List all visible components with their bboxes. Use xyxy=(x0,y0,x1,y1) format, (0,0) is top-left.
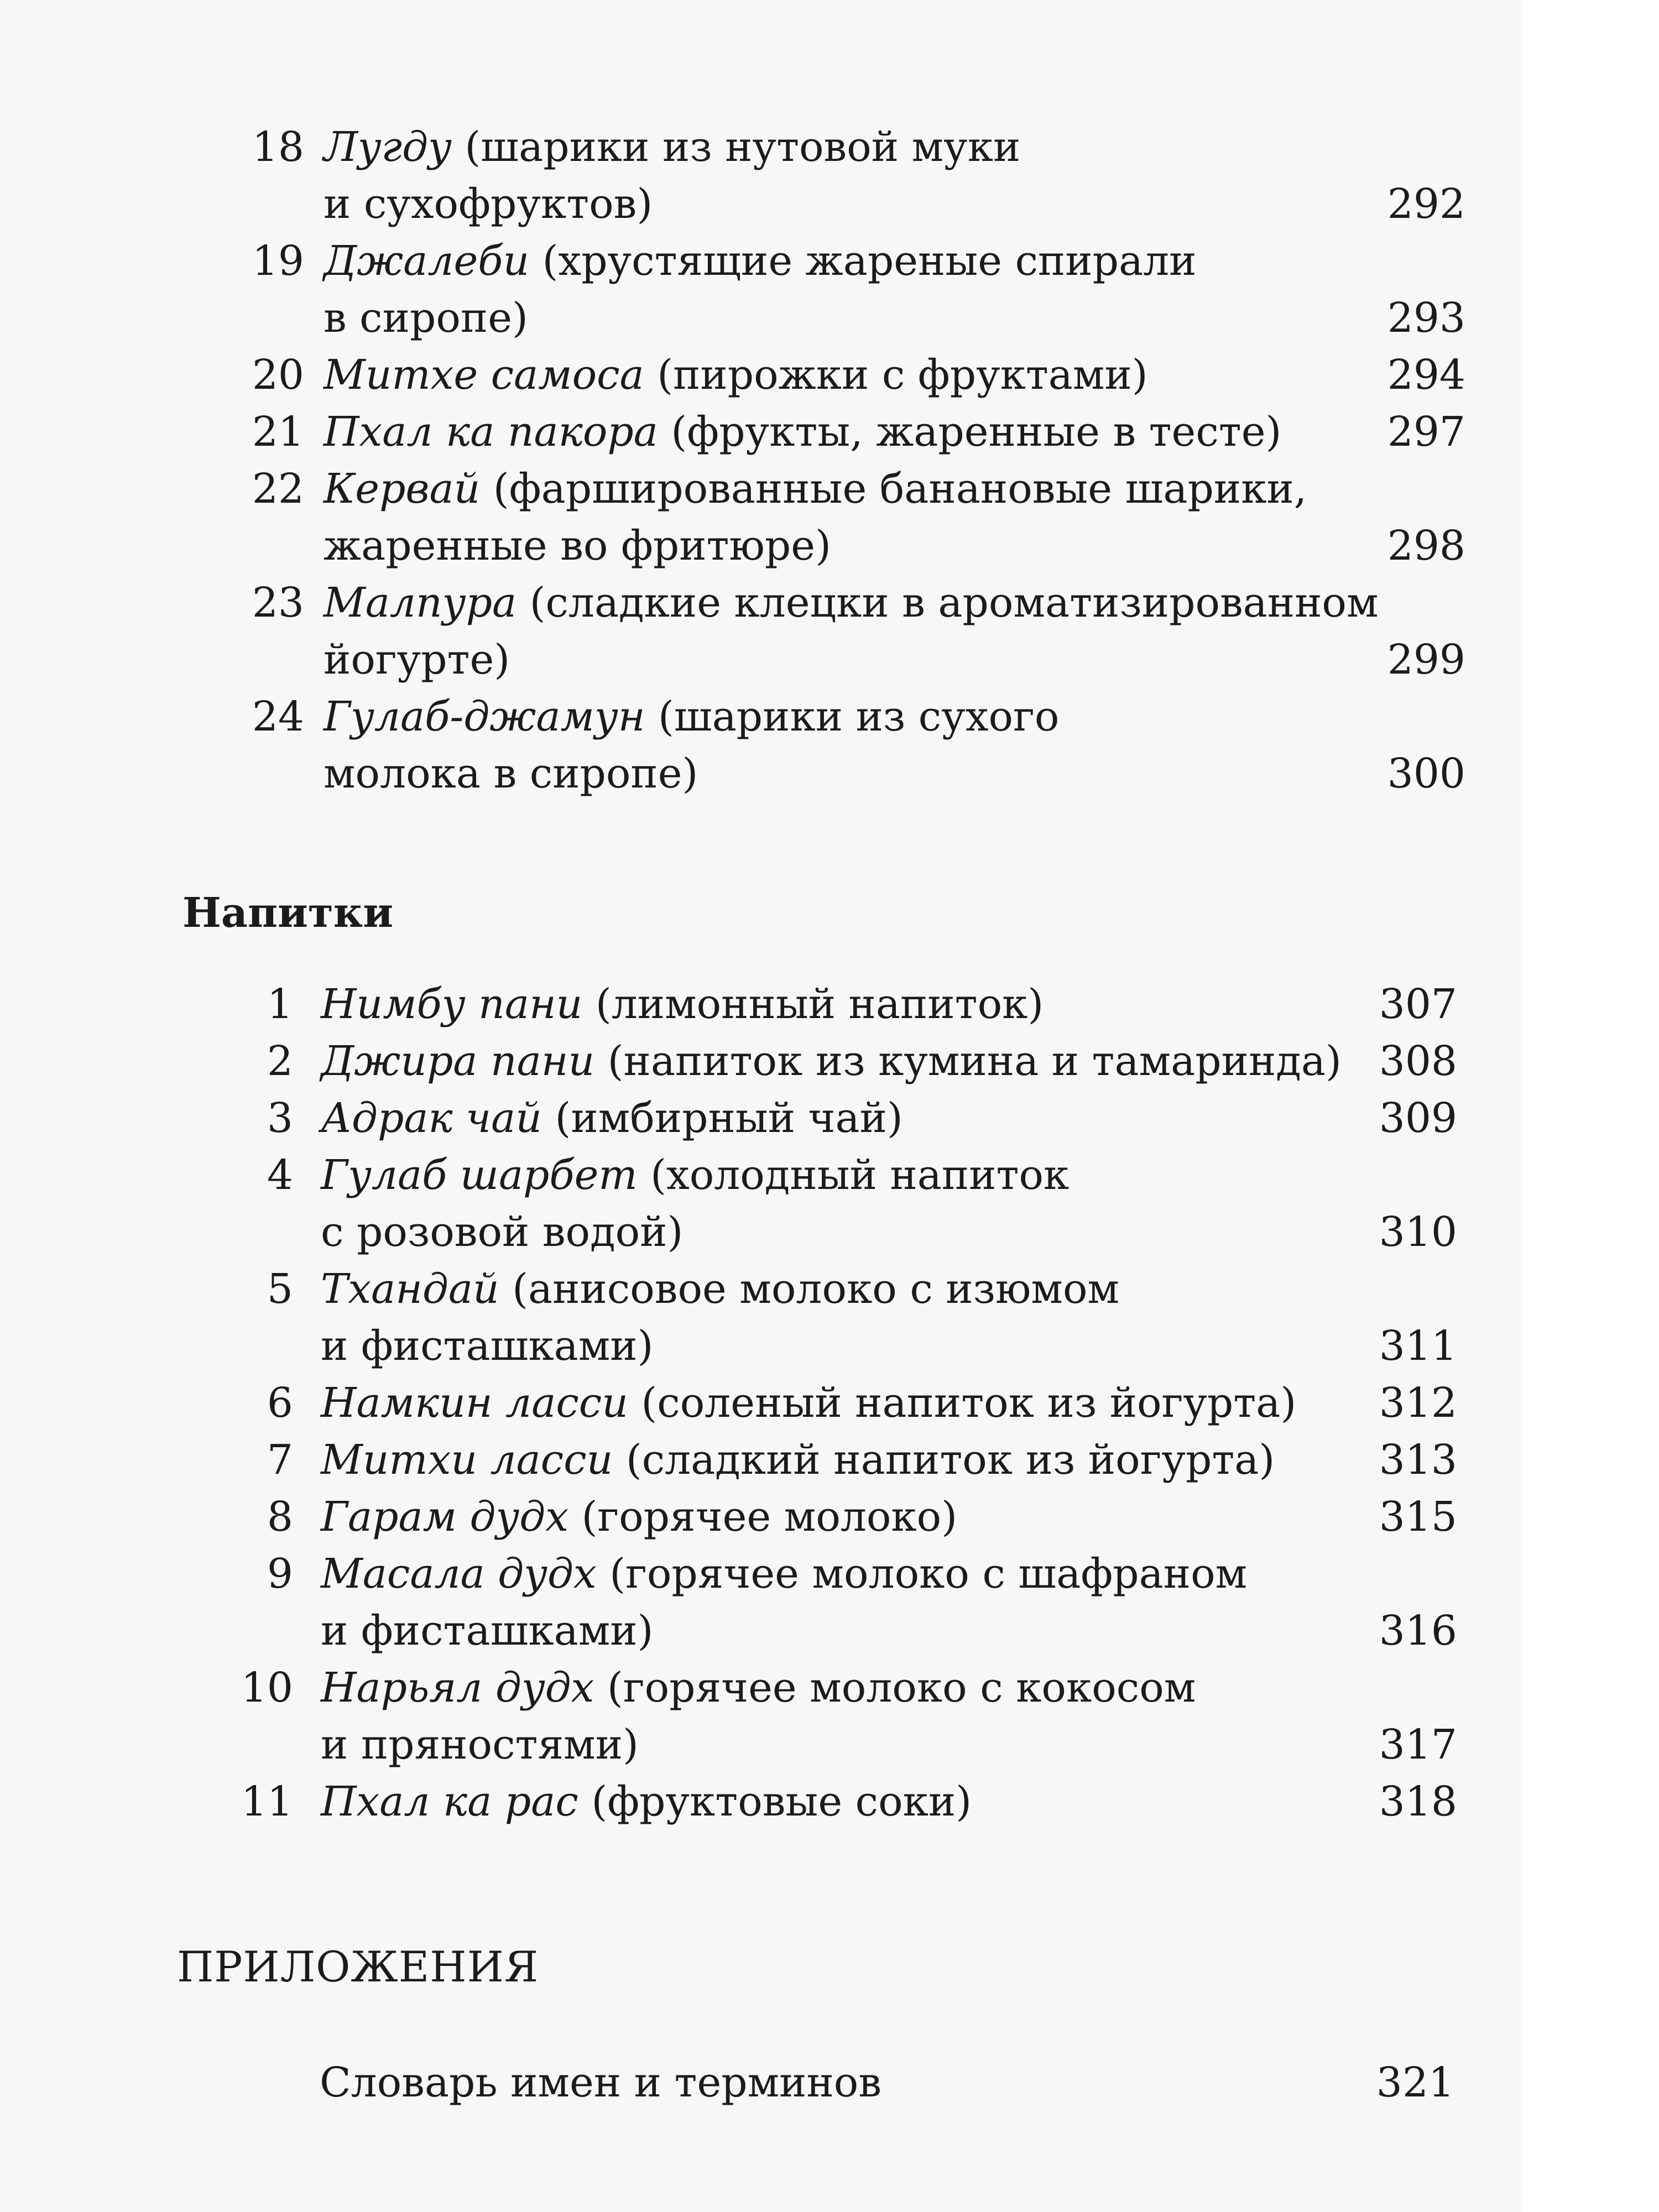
dish-name: Гулаб-джамун xyxy=(324,693,645,740)
toc-entry xyxy=(0,1489,1521,1546)
dish-name: Кервай xyxy=(324,465,481,513)
drink-description: (напиток из кумина и тамаринда) xyxy=(594,1037,1342,1085)
page-number: 312 xyxy=(1379,1379,1457,1427)
part-title-appendix: ПРИЛОЖЕНИЯ xyxy=(177,1942,539,1991)
drink-description-cont: и фисташками) xyxy=(321,1607,654,1655)
entry-number: 21 xyxy=(252,408,304,456)
drink-name: Нарьял дудх xyxy=(321,1664,594,1712)
entry-number: 24 xyxy=(252,693,304,740)
toc-entry xyxy=(0,233,1521,347)
page-number: 298 xyxy=(1387,522,1465,570)
dish-name: Митхе самоса xyxy=(324,351,644,399)
page-number: 292 xyxy=(1387,180,1465,228)
entry-text xyxy=(324,461,1307,575)
dish-description-cont: молока в сиропе) xyxy=(324,750,698,797)
page-number: 313 xyxy=(1379,1436,1457,1484)
drink-description: (соленый напиток из йогурта) xyxy=(628,1379,1297,1427)
dish-description: (шарики из сухого xyxy=(645,693,1060,740)
entry-text xyxy=(321,976,1044,1033)
entry-text xyxy=(321,1546,1247,1660)
dish-description-cont: и сухофруктов) xyxy=(324,180,653,228)
entry-number: 10 xyxy=(241,1664,293,1712)
dish-name: Джалеби xyxy=(324,237,530,285)
drink-description-cont: с розовой водой) xyxy=(321,1208,684,1256)
drink-name: Адрак чай xyxy=(321,1094,542,1142)
dish-description: (пирожки с фруктами) xyxy=(644,351,1148,399)
toc-entry xyxy=(0,1660,1521,1773)
drink-description: (фруктовые соки) xyxy=(578,1778,972,1825)
toc-entry xyxy=(0,688,1521,802)
entry-text xyxy=(321,1432,1275,1489)
drinks-list xyxy=(0,976,1521,1830)
dish-description: (фрукты, жаренные в тесте) xyxy=(658,408,1282,456)
entry-text xyxy=(321,1090,903,1147)
page-number: 318 xyxy=(1379,1778,1457,1825)
drink-description-cont: и фисташками) xyxy=(321,1322,654,1370)
drink-description: (анисовое молоко с изюмом xyxy=(499,1265,1120,1313)
entry-text xyxy=(321,1660,1196,1773)
page-number: 307 xyxy=(1379,980,1457,1028)
drink-name: Пхал ка рас xyxy=(321,1778,578,1825)
page-number: 299 xyxy=(1387,636,1465,684)
entry-number: 4 xyxy=(267,1151,293,1199)
page-number: 316 xyxy=(1379,1607,1457,1655)
toc-entry xyxy=(0,1432,1521,1489)
page-number: 315 xyxy=(1379,1493,1457,1541)
toc-entry xyxy=(0,404,1521,461)
drink-name: Джира пани xyxy=(321,1037,595,1085)
entry-text xyxy=(324,575,1379,688)
page-number: 297 xyxy=(1387,408,1465,456)
page-number: 317 xyxy=(1379,1721,1457,1768)
dish-description: (хрустящие жареные спирали xyxy=(529,237,1197,285)
toc-entry xyxy=(0,1090,1521,1147)
entry-text xyxy=(321,1375,1296,1432)
section-title-drinks: Напитки xyxy=(182,889,394,937)
entry-text xyxy=(321,1489,957,1546)
dish-description: (фаршированные банановые шарики, xyxy=(480,465,1307,513)
toc-entry xyxy=(0,461,1521,575)
page-number: 294 xyxy=(1387,351,1465,399)
dish-description-cont: йогурте) xyxy=(324,636,510,684)
entry-number: 22 xyxy=(252,465,304,513)
toc-entry xyxy=(0,1546,1521,1660)
drink-description: (горячее молоко с шафраном xyxy=(596,1550,1248,1598)
drink-name: Масала дудх xyxy=(321,1550,597,1598)
toc-entry xyxy=(0,976,1521,1033)
drink-description: (сладкий напиток из йогурта) xyxy=(613,1436,1275,1484)
drink-name: Гулаб шарбет xyxy=(321,1151,638,1199)
entry-number: 2 xyxy=(267,1037,293,1085)
drink-name: Тхандай xyxy=(321,1265,499,1313)
entry-number: 23 xyxy=(252,579,304,627)
entry-number: 1 xyxy=(267,980,293,1028)
drink-description: (лимонный напиток) xyxy=(582,980,1044,1028)
entry-number: 18 xyxy=(252,123,304,171)
entry-number: 11 xyxy=(241,1778,293,1825)
page-number: 310 xyxy=(1379,1208,1457,1256)
toc-entry xyxy=(0,347,1521,404)
entry-text xyxy=(324,688,1059,802)
page-number: 300 xyxy=(1387,750,1465,797)
drink-name: Гарам дудх xyxy=(321,1493,568,1541)
drink-description: (горячее молоко с кокосом xyxy=(594,1664,1196,1712)
entry-number: 6 xyxy=(267,1379,293,1427)
drink-description-cont: и пряностями) xyxy=(321,1721,639,1768)
entry-text xyxy=(321,1261,1119,1375)
entry-number: 19 xyxy=(252,237,304,285)
dish-description: (шарики из нутовой муки xyxy=(451,123,1021,171)
toc-entry xyxy=(0,1261,1521,1375)
drink-name: Намкин ласси xyxy=(321,1379,628,1427)
toc-entry xyxy=(0,119,1521,233)
toc-entry xyxy=(0,1147,1521,1261)
entry-text xyxy=(324,233,1196,347)
page-number: 308 xyxy=(1379,1037,1457,1085)
dish-name: Малпура xyxy=(324,579,517,627)
toc-entry xyxy=(0,1033,1521,1090)
entry-number: 8 xyxy=(267,1493,293,1541)
entry-number: 9 xyxy=(267,1550,293,1598)
page-number: 311 xyxy=(1379,1322,1457,1370)
entry-text xyxy=(321,1147,1069,1261)
toc-entry-appendix xyxy=(0,2054,1521,2111)
entry-number: 5 xyxy=(267,1265,293,1313)
drink-name: Нимбу пани xyxy=(321,980,583,1028)
entry-text xyxy=(321,1033,1342,1090)
page-number: 321 xyxy=(1376,2059,1454,2106)
page-edge xyxy=(1521,0,1659,2212)
entry-number: 20 xyxy=(252,351,304,399)
drink-description: (горячее молоко) xyxy=(568,1493,958,1541)
entry-text xyxy=(321,1773,972,1830)
drink-description: (холодный напиток xyxy=(637,1151,1070,1199)
drink-description: (имбирный чай) xyxy=(541,1094,903,1142)
dish-description: (сладкие клецки в ароматизированном xyxy=(517,579,1379,627)
entry-text xyxy=(324,404,1281,461)
entry-number: 3 xyxy=(267,1094,293,1142)
dish-name: Пхал ка пакора xyxy=(324,408,658,456)
drink-name: Митхи ласси xyxy=(321,1436,613,1484)
entry-text xyxy=(324,347,1148,404)
entry-number: 7 xyxy=(267,1436,293,1484)
dish-description-cont: в сиропе) xyxy=(324,294,528,342)
toc-entry xyxy=(0,1375,1521,1432)
entry-text xyxy=(324,119,1020,233)
appendix-entry-text: Словарь имен и терминов xyxy=(320,2059,882,2106)
toc-entry xyxy=(0,575,1521,688)
desserts-list xyxy=(0,119,1521,802)
page-number: 293 xyxy=(1387,294,1465,342)
toc-entry xyxy=(0,1773,1521,1830)
dish-name: Лугду xyxy=(324,123,452,171)
dish-description-cont: жаренные во фритюре) xyxy=(324,522,831,570)
page-number: 309 xyxy=(1379,1094,1457,1142)
